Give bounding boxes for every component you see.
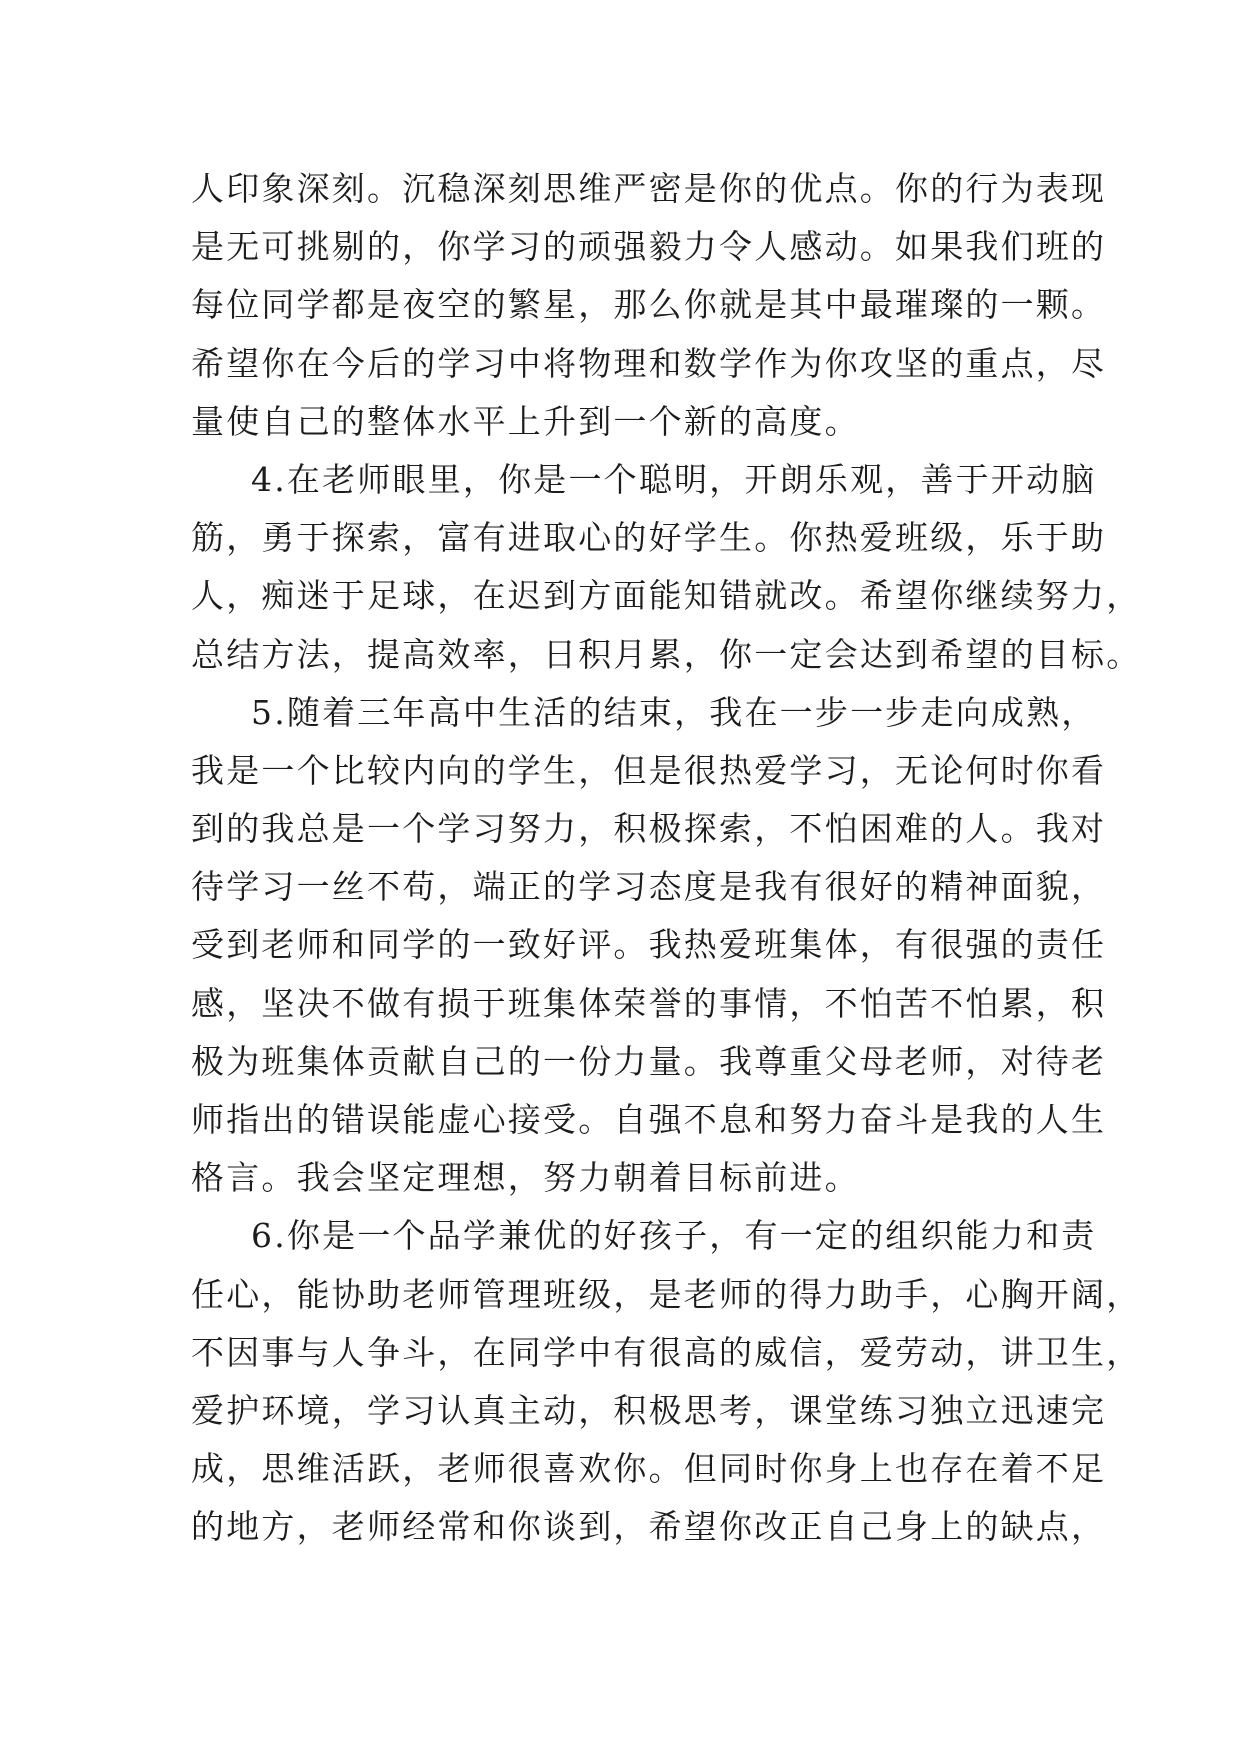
- body-text: [191, 160, 1142, 1557]
- text-line: 爱护环境，学习认真主动，积极思考，课堂练习独立迅速完: [191, 1390, 1107, 1430]
- text-line: 的地方，老师经常和你谈到，希望你改正自己身上的缺点，: [191, 1507, 1107, 1547]
- text-line: 成，思维活跃，老师很喜欢你。但同时你身上也存在着不足: [191, 1449, 1107, 1489]
- text-line: 受到老师和同学的一致好评。我热爱班集体，有很强的责任: [191, 925, 1107, 965]
- text-line: 任心，能协助老师管理班级，是老师的得力助手，心胸开阔，: [191, 1274, 1142, 1314]
- text-line: 筋，勇于探索，富有进取心的好学生。你热爱班级，乐于助: [191, 518, 1107, 558]
- text-line: 师指出的错误能虚心接受。自强不息和努力奋斗是我的人生: [191, 1100, 1107, 1139]
- text-line: 人，痴迷于足球，在迟到方面能知错就改。希望你继续努力，: [191, 576, 1142, 616]
- text-line: 极为班集体贡献自己的一份力量。我尊重父母老师，对待老: [191, 1041, 1107, 1081]
- text-line: 4.在老师眼里，你是一个聪明，开朗乐观，善于开动脑: [251, 459, 1097, 499]
- text-line: 感，坚决不做有损于班集体荣誉的事情，不怕苦不怕累，积: [191, 983, 1107, 1023]
- text-line: 总结方法，提高效率，日积月累，你一定会达到希望的目标。: [191, 634, 1142, 674]
- text-line: 是无可挑剔的，你学习的顽强毅力令人感动。如果我们班的: [191, 227, 1107, 267]
- text-line: 每位同学都是夜空的繁星，那么你就是其中最璀璨的一颗。: [191, 285, 1107, 325]
- text-line: 量使自己的整体水平上升到一个新的高度。: [191, 401, 860, 441]
- text-line: 到的我总是一个学习努力，积极探索，不怕困难的人。我对: [191, 809, 1107, 849]
- text-line: 人印象深刻。沉稳深刻思维严密是你的优点。你的行为表现: [191, 169, 1107, 208]
- text-line: 5.随着三年高中生活的结束，我在一步一步走向成熟，: [251, 692, 1097, 732]
- text-line: 不因事与人争斗，在同学中有很高的威信，爱劳动，讲卫生，: [191, 1332, 1142, 1372]
- text-line: 待学习一丝不苟，端正的学习态度是我有很好的精神面貌，: [191, 867, 1107, 907]
- text-line: 希望你在今后的学习中将物理和数学作为你攻坚的重点，尽: [191, 343, 1107, 383]
- text-line: 我是一个比较内向的学生，但是很热爱学习，无论何时你看: [191, 750, 1107, 790]
- text-line: 6.你是一个品学兼优的好孩子，有一定的组织能力和责: [251, 1216, 1097, 1256]
- text-line: 格言。我会坚定理想，努力朝着目标前进。: [191, 1158, 860, 1198]
